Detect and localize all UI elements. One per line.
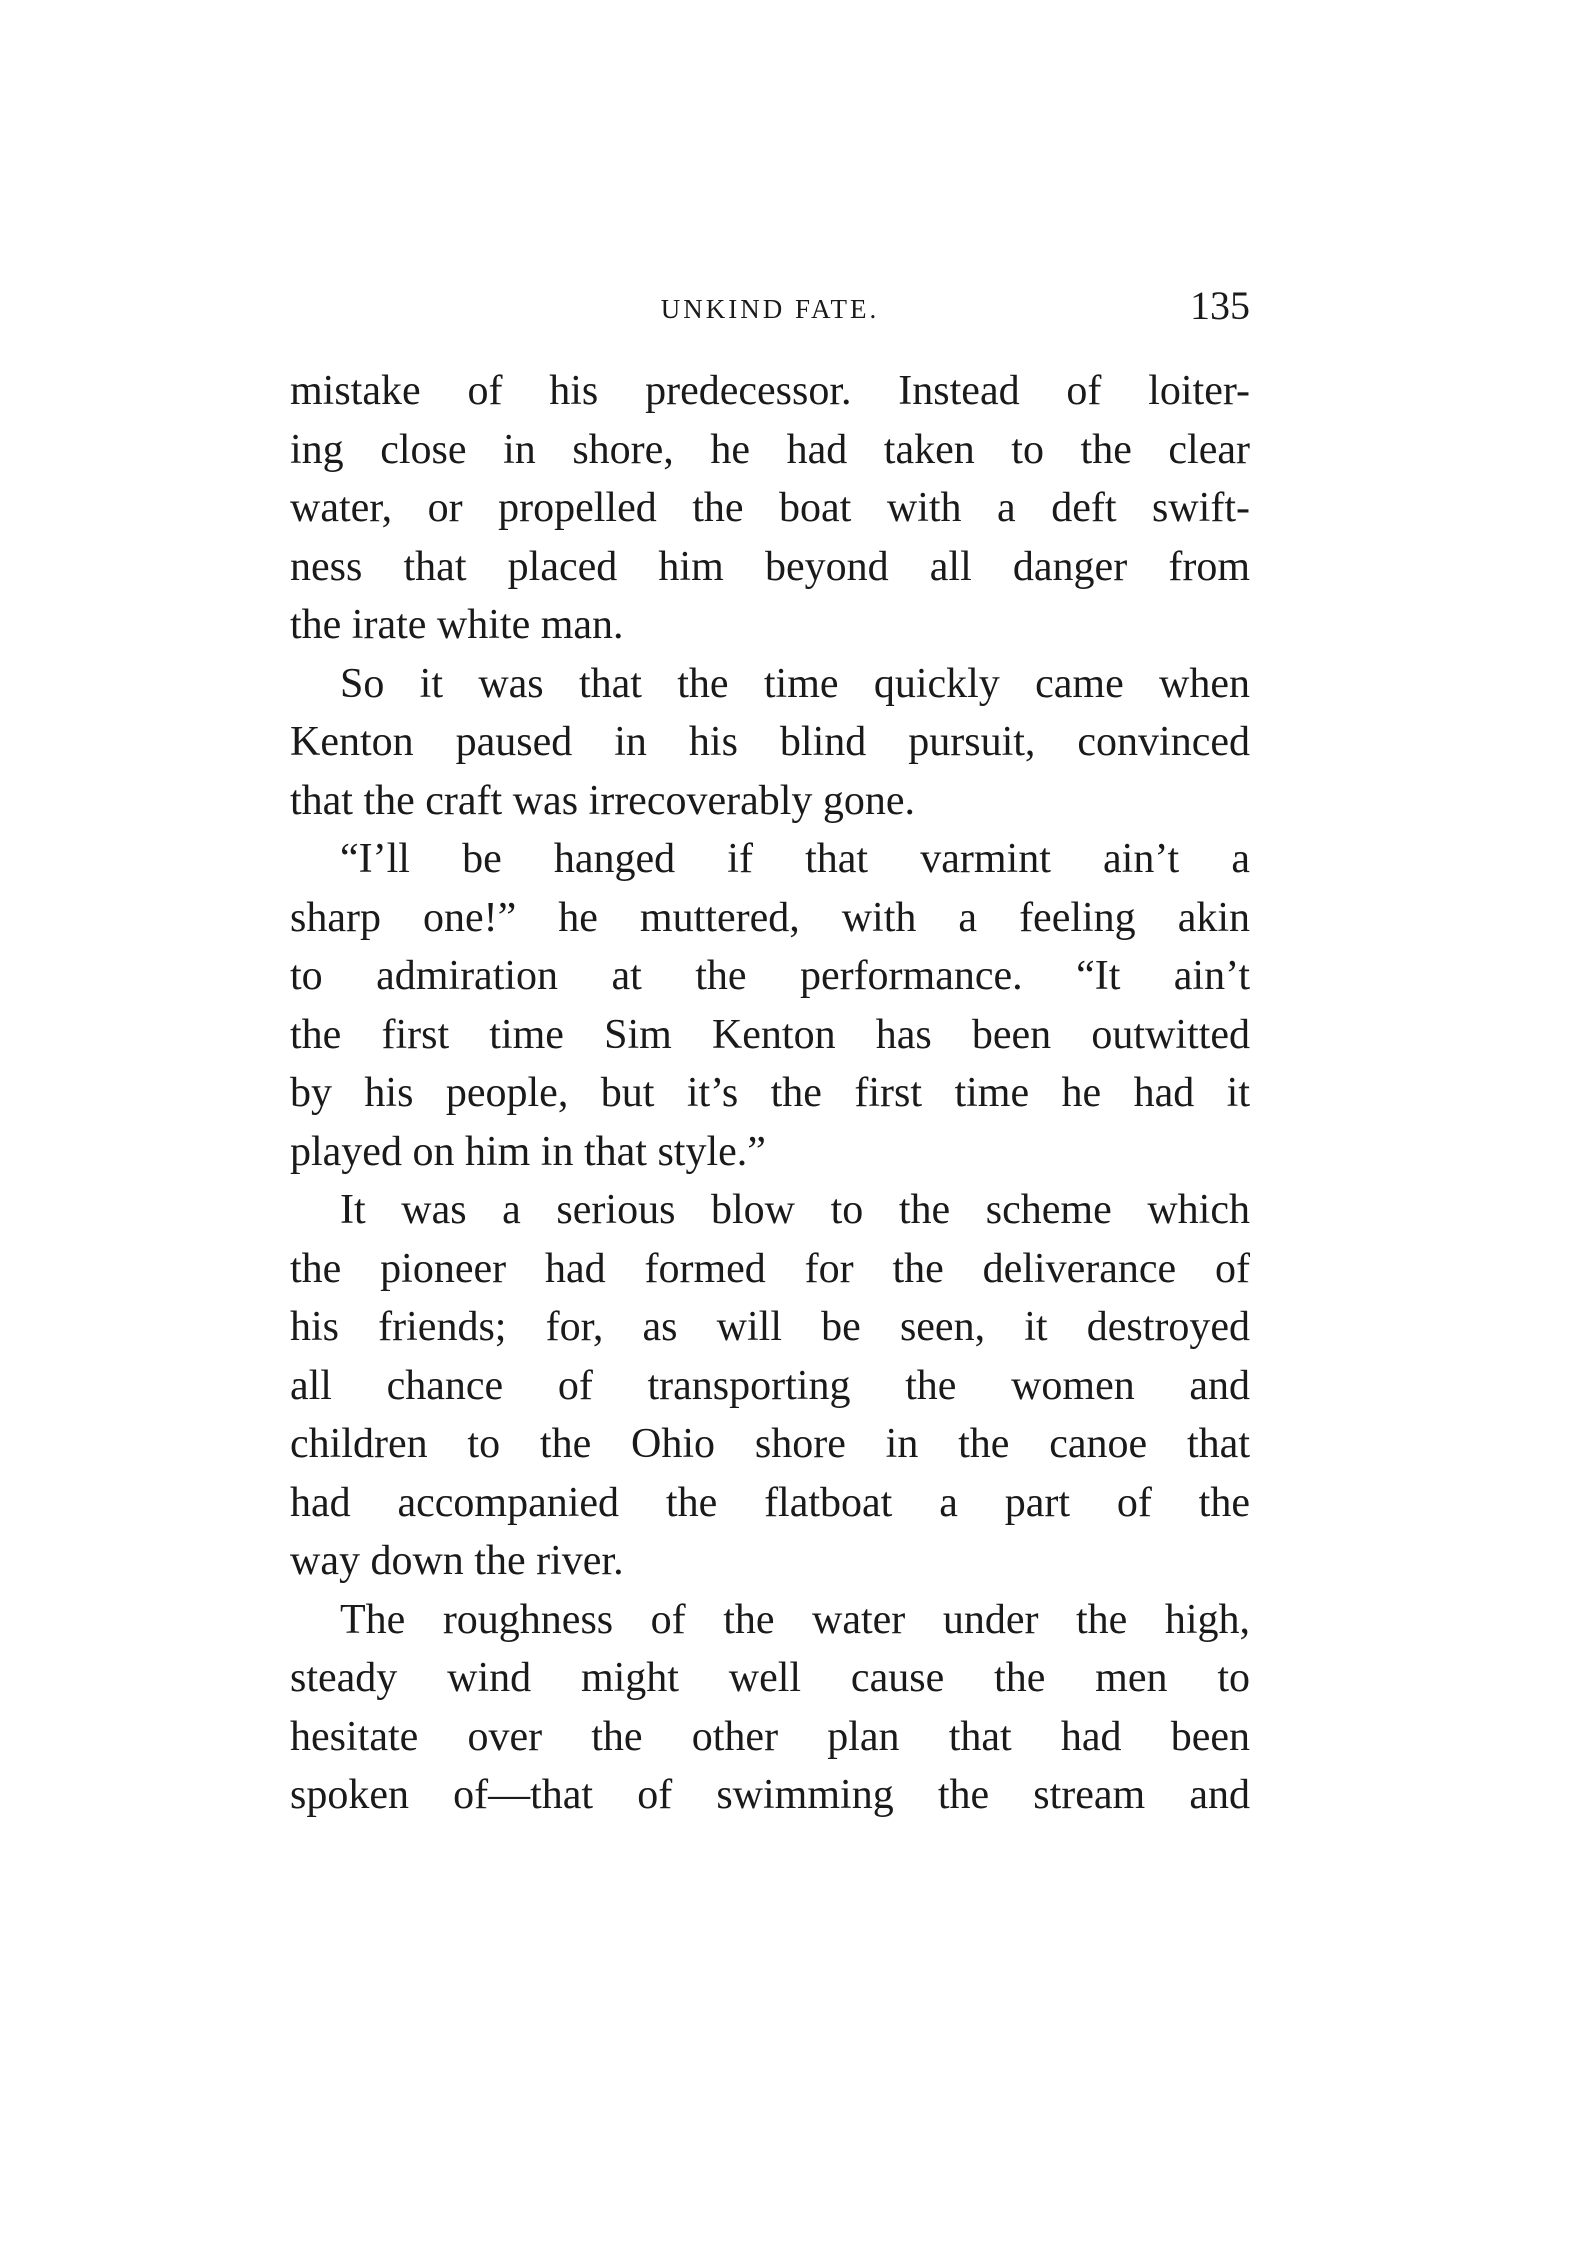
- text-line: his friends; for, as will be seen, it destroyed: [290, 1304, 1250, 1350]
- text-line: ness that placed him beyond all danger from: [290, 543, 1250, 590]
- text-line: children to the Ohio shore in the canoe that: [290, 1421, 1250, 1467]
- body-text: [290, 362, 1250, 1825]
- text-line: spoken of—that of swimming the stream and: [290, 1772, 1250, 1818]
- text-line: the pioneer had formed for the deliverance of: [290, 1245, 1250, 1292]
- text-line: So it was that the time quickly came when: [340, 660, 1250, 707]
- text-line: mistake of his predecessor. Instead of loiter-: [290, 368, 1250, 414]
- running-title: UNKIND FATE.: [660, 294, 880, 324]
- text-line: by his people, but it’s the first time he had it: [290, 1070, 1250, 1116]
- text-line: played on him in that style.”: [290, 1128, 766, 1175]
- text-line: had accompanied the flatboat a part of the: [290, 1479, 1250, 1526]
- text-line: steady wind might well cause the men to: [290, 1655, 1250, 1701]
- text-line: that the craft was irrecoverably gone.: [290, 777, 916, 824]
- text-line: sharp one!” he muttered, with a feeling akin: [290, 894, 1250, 941]
- text-line: ing close in shore, he had taken to the clear: [290, 426, 1250, 473]
- text-line: It was a serious blow to the scheme which: [340, 1187, 1250, 1233]
- text-line: The roughness of the water under the high,: [340, 1596, 1250, 1643]
- text-line: the irate white man.: [290, 602, 624, 648]
- text-line: all chance of transporting the women and: [290, 1362, 1250, 1409]
- text-line: to admiration at the performance. “It ain’t: [290, 953, 1250, 999]
- text-line: Kenton paused in his blind pursuit, convinced: [290, 719, 1250, 765]
- text-line: water, or propelled the boat with a deft swift-: [290, 485, 1250, 531]
- text-line: way down the river.: [290, 1538, 624, 1584]
- page-number: 135: [1190, 283, 1250, 328]
- text-line: hesitate over the other plan that had been: [290, 1713, 1250, 1760]
- text-line: the first time Sim Kenton has been outwitted: [290, 1011, 1250, 1058]
- running-head: [290, 282, 1250, 332]
- text-line: “I’ll be hanged if that varmint ain’t a: [340, 836, 1250, 882]
